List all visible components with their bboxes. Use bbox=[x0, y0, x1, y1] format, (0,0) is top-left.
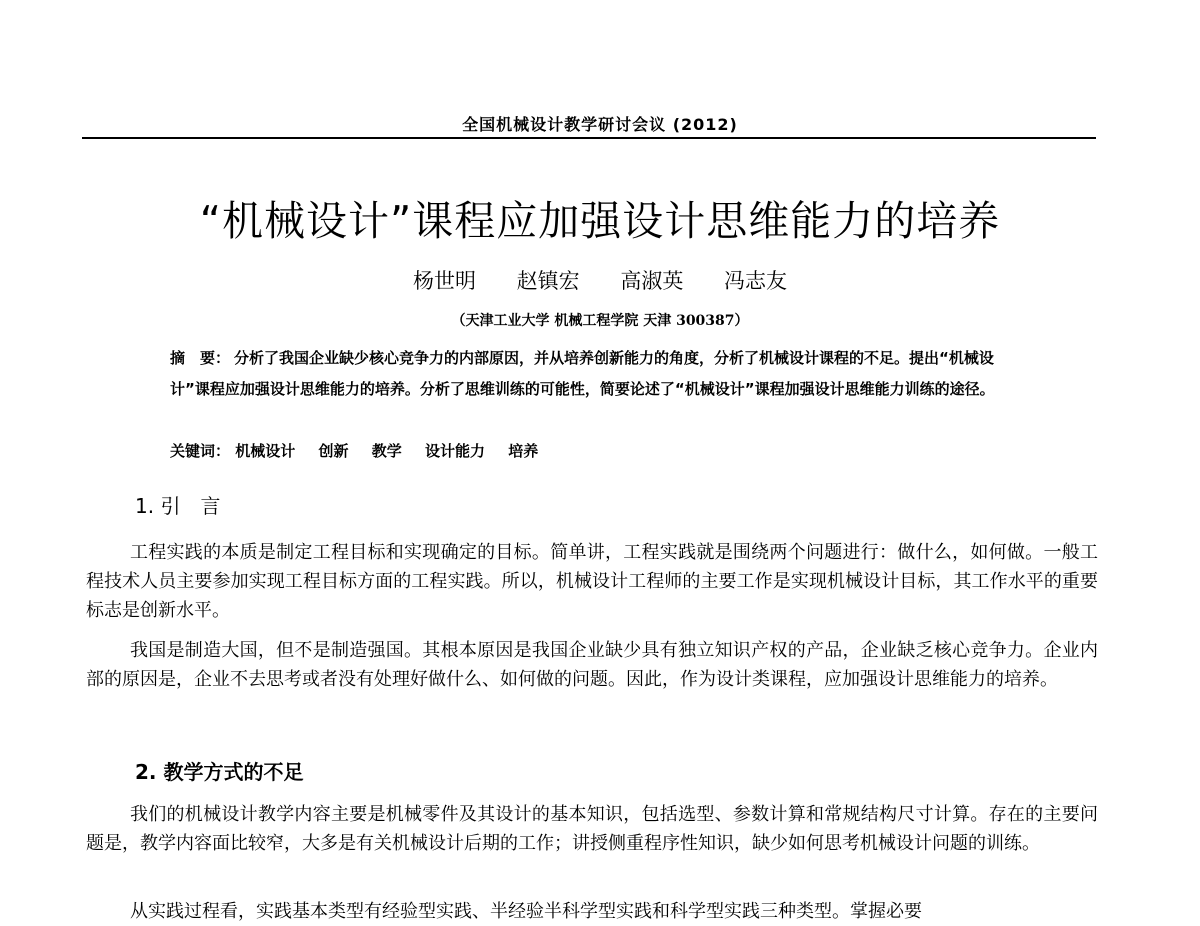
affiliation: （天津工业大学 机械工程学院 天津 300387） bbox=[451, 313, 749, 329]
body-paragraph: 从实践过程看，实践基本类型有经验型实践、半经验半科学型实践和科学型实践三种类型。掌握必要 bbox=[130, 901, 922, 922]
author-list bbox=[0, 265, 1200, 295]
author-name: 赵镇宏 bbox=[516, 269, 580, 293]
keywords bbox=[170, 440, 1020, 461]
keyword: 教学 bbox=[371, 442, 402, 460]
abstract-label: 摘 要： bbox=[170, 349, 231, 367]
author-name: 杨世明 bbox=[412, 269, 476, 293]
keywords-label: 关键词： bbox=[170, 442, 231, 460]
running-header: 全国机械设计教学研讨会议 (2012) bbox=[462, 115, 738, 134]
keyword: 机械设计 bbox=[235, 442, 296, 460]
author-name: 高淑英 bbox=[620, 269, 684, 293]
keyword: 培养 bbox=[508, 442, 539, 460]
abstract bbox=[170, 343, 1020, 405]
author-name: 冯志友 bbox=[724, 269, 788, 293]
header-rule bbox=[82, 137, 1096, 139]
body-paragraph: 我国是制造大国，但不是制造强国。其根本原因是我国企业缺少具有独立知识产权的产品，企业缺乏核心竞争力。企业内部的原因是，企业不去思考或者没有处理好做什么、如何做的问题。因此，作为设计类课程，应加强设计思维能力的培养。 bbox=[86, 640, 1098, 690]
body-paragraph: 工程实践的本质是制定工程目标和实现确定的目标。简单讲，工程实践就是围绕两个问题进行：做什么，如何做。一般工程技术人员主要参加实现工程目标方面的工程实践。所以，机械设计工程师的主要工作是实现机械设计目标，其工作水平的重要标志是创新水平。 bbox=[86, 542, 1098, 621]
keyword: 设计能力 bbox=[425, 442, 486, 460]
keyword: 创新 bbox=[318, 442, 349, 460]
section-heading-introduction: 1. 引 言 bbox=[135, 494, 221, 518]
paper-title: “机械设计”课程应加强设计思维能力的培养 bbox=[199, 197, 1001, 245]
section-heading-teaching-deficiency: 2. 教学方式的不足 bbox=[135, 760, 304, 784]
body-paragraph: 我们的机械设计教学内容主要是机械零件及其设计的基本知识，包括选型、参数计算和常规结构尺寸计算。存在的主要问题是，教学内容面比较窄，大多是有关机械设计后期的工作；讲授侧重程序性知识，缺少如何思考机械设计问题的训练。 bbox=[86, 804, 1098, 854]
abstract-text: 分析了我国企业缺少核心竞争力的内部原因，并从培养创新能力的角度，分析了机械设计课程的不足。提出“机械设计”课程应加强设计思维能力的培养。分析了思维训练的可能性，简要论述了“机械设计”课程加强设计思维能力训练的途径。 bbox=[170, 349, 995, 398]
